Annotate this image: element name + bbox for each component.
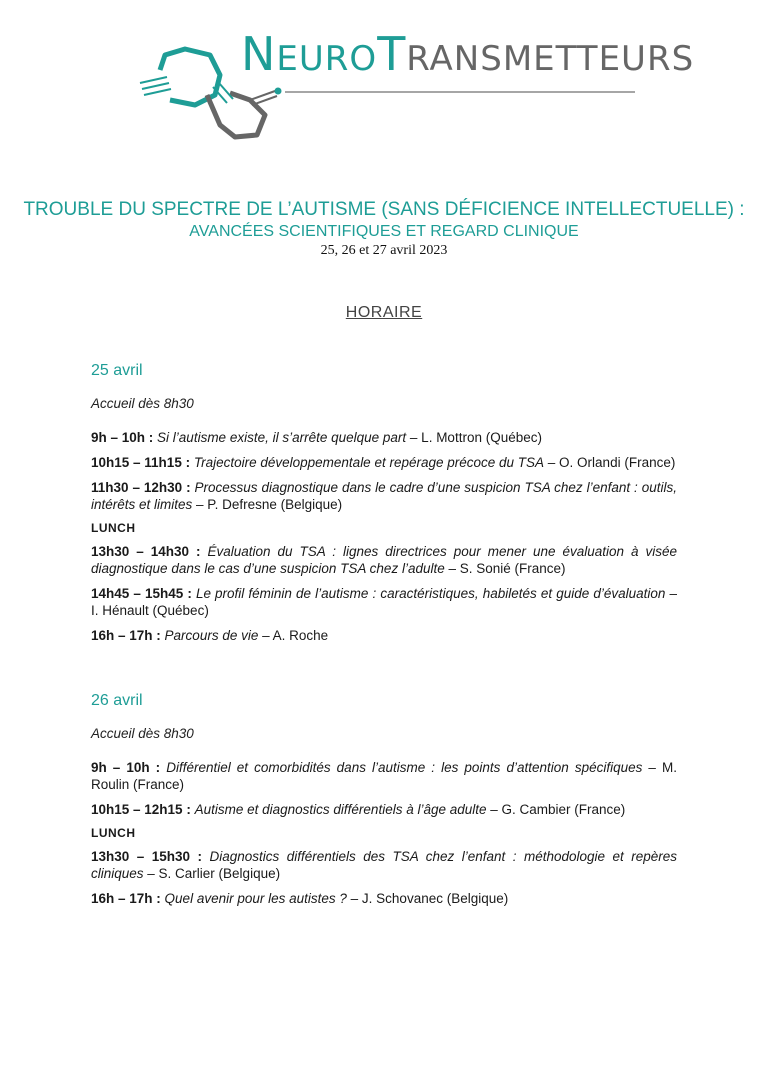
session-item: [91, 585, 677, 619]
session-time: 16h – 17h :: [91, 891, 161, 906]
session-item: [91, 759, 677, 793]
logo-text-euro: EURO: [276, 39, 378, 79]
session-item: [91, 801, 677, 818]
session-item: [91, 543, 677, 577]
session-time: 14h45 – 15h45 :: [91, 586, 192, 601]
logo-initial-n: N: [241, 27, 277, 81]
session-item: [91, 429, 677, 446]
session-speaker: – O. Orlandi (France): [544, 455, 676, 470]
session-time: 11h30 – 12h30 :: [91, 480, 191, 495]
session-topic: Évaluation du TSA : lignes directrices pour mener une évaluation à visée diagnostique dans le cas d’une suspicion TSA chez l’adulte: [91, 544, 677, 576]
session-time: 13h30 – 15h30 :: [91, 849, 202, 864]
session-item: [91, 848, 677, 882]
title-block: [0, 198, 768, 260]
session-speaker: – S. Carlier (Belgique): [143, 866, 281, 881]
session-item: [91, 454, 677, 471]
session-speaker: – S. Sonié (France): [444, 561, 566, 576]
session-time: 16h – 17h :: [91, 628, 161, 643]
day-title: 25 avril: [91, 362, 143, 379]
logo-text-ransmetteurs: RANSMETTEURS: [406, 39, 695, 79]
session-item: [91, 890, 677, 907]
welcome-time: Accueil dès 8h30: [91, 396, 194, 411]
session-topic: Trajectoire développementale et repérage précoce du TSA: [193, 455, 545, 470]
session-time: 13h30 – 14h30 :: [91, 544, 201, 559]
session-speaker: – I. Hénault (Québec): [91, 586, 677, 618]
session-time: 9h – 10h :: [91, 430, 154, 445]
logo-wordmark: [241, 27, 695, 81]
session-topic: Autisme et diagnostics différentiels à l’âge adulte: [194, 802, 487, 817]
lunch-label: LUNCH: [91, 521, 136, 535]
session-speaker: – A. Roche: [258, 628, 329, 643]
schedule-heading: HORAIRE: [345, 304, 423, 321]
title-line-1: TROUBLE DU SPECTRE DE L’AUTISME (SANS DÉFICIENCE INTELLECTUELLE) :: [23, 199, 745, 220]
session-topic: Différentiel et comorbidités dans l’autisme : les points d’attention spécifiques: [166, 760, 643, 775]
session-topic: Le profil féminin de l’autisme : caractéristiques, habiletés et guide d’évaluation: [195, 586, 666, 601]
logo-initial-t: T: [377, 27, 407, 81]
session-item: [91, 627, 677, 644]
day-title: 26 avril: [91, 692, 143, 709]
lunch-label: LUNCH: [91, 826, 136, 840]
session-speaker: – L. Mottron (Québec): [406, 430, 542, 445]
session-topic: Quel avenir pour les autistes ?: [164, 891, 347, 906]
session-item: [91, 479, 677, 513]
session-topic: Si l’autisme existe, il s’arrête quelque part: [157, 430, 407, 445]
session-time: 10h15 – 11h15 :: [91, 455, 191, 470]
welcome-time: Accueil dès 8h30: [91, 726, 194, 741]
session-speaker: – J. Schovanec (Belgique): [346, 891, 509, 906]
session-speaker: – M. Roulin (France): [91, 760, 677, 792]
title-line-2: AVANCÉES SCIENTIFIQUES ET REGARD CLINIQUE: [189, 223, 579, 240]
logo: [135, 25, 695, 150]
day-block-2: [91, 692, 677, 915]
session-topic: Processus diagnostique dans le cadre d’une suspicion TSA chez l’enfant : outils, intérêts et limites: [91, 480, 677, 512]
session-time: 9h – 10h :: [91, 760, 161, 775]
day-block-1: [91, 362, 677, 652]
session-speaker: – P. Defresne (Belgique): [192, 497, 343, 512]
event-dates: 25, 26 et 27 avril 2023: [320, 243, 448, 258]
session-time: 10h15 – 12h15 :: [91, 802, 191, 817]
session-topic: Diagnostics différentiels des TSA chez l’enfant : méthodologie et repères cliniques: [91, 849, 677, 881]
session-topic: Parcours de vie: [164, 628, 259, 643]
session-speaker: – G. Cambier (France): [486, 802, 626, 817]
